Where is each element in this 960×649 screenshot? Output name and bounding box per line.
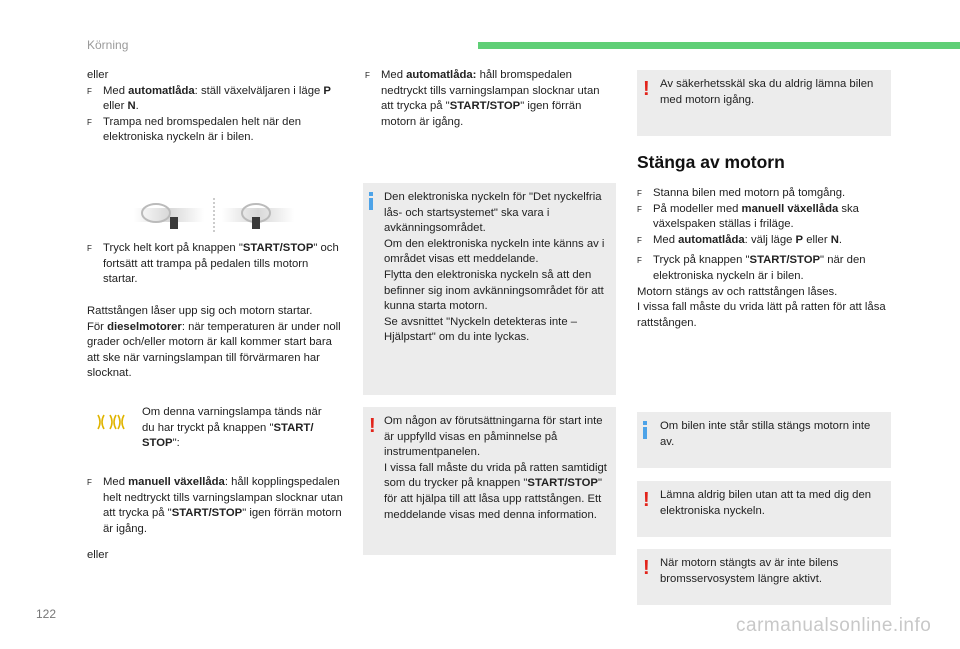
engine-starts-text: Rattstången låser upp sig och motorn startar.	[87, 305, 313, 317]
bullet-idle: F Stanna bilen med motorn på tomgång.	[637, 186, 892, 202]
column-1-bottom	[87, 475, 345, 564]
bullet-icon: F	[87, 117, 92, 127]
section-heading: Stänga av motorn	[637, 152, 785, 172]
steering-wheel-illustration	[134, 196, 294, 236]
column-1-middle	[87, 241, 342, 288]
info-icon	[643, 421, 647, 439]
column-2-top	[365, 68, 615, 130]
bullet-icon: F	[637, 189, 642, 198]
info-box-stationary	[637, 412, 891, 468]
bullet-icon: F	[637, 235, 642, 245]
bullet-automatic-brake: F Med automatlåda: håll bromspedalen nedtryckt tills varningslampan slocknar utan att trycka på "START/STOP" igen förrän motorn är igång.	[365, 69, 600, 128]
info-line: Se avsnittet "Nyckeln detekteras inte – Hjälpstart" om du inte lyckas.	[384, 315, 578, 344]
warning-icon: !	[643, 489, 650, 511]
bullet-icon: F	[87, 86, 92, 96]
text-eller-bottom: eller	[87, 549, 109, 562]
warning-icon: !	[643, 78, 650, 100]
warning-text: Av säkerhetsskäl ska du aldrig lämna bilen med motorn igång.	[660, 78, 874, 106]
warning-text: När motorn stängts av är inte bilens bromsservosystem längre aktivt.	[660, 557, 839, 585]
preheat-warning-lamp-icon	[95, 413, 127, 431]
page-number: 122	[36, 607, 57, 621]
bullet-press-start: F Tryck helt kort på knappen "START/STOP" och fortsätt att trampa på pedalen tills motorn startar.	[87, 242, 339, 286]
warning-text: Lämna aldrig bilen utan att ta med dig den elektroniska nyckeln.	[660, 489, 872, 517]
column-1-paragraphs	[87, 304, 342, 382]
warning-box-key	[637, 481, 891, 537]
steering-lock-text: I vissa fall måste du vrida lätt på ratten för att låsa rattstången.	[637, 301, 886, 329]
warning-box-brake	[637, 549, 891, 605]
warning-text: Om någon av förutsättningarna för start inte är uppfylld visas en påminnelse på instrumentpanelen.	[384, 415, 603, 459]
diesel-text: För dieselmotorer: när temperaturen är under noll grader och/eller motorn är kall kommer start bara att ske när varningslampan till förvärmaren har slocknat.	[87, 320, 341, 380]
warning-icon: !	[643, 557, 650, 579]
bullet-automatic: F Med automatlåda: ställ växelväljaren i läge P eller N.	[87, 84, 331, 113]
text-eller: eller	[87, 69, 109, 81]
warning-icon: !	[369, 415, 376, 437]
info-icon	[369, 192, 373, 210]
bullet-brake: F Trampa ned bromspedalen helt när den elektroniska nyckeln är i bilen.	[87, 115, 302, 144]
warning-box-safety	[637, 70, 891, 136]
section-title: Körning	[87, 38, 129, 52]
info-line: Om den elektroniska nyckeln inte känns av i området visas ett meddelande.	[384, 237, 605, 266]
bullet-icon: F	[637, 204, 642, 214]
bullet-press-stop: F Tryck på knappen "START/STOP" när den elektroniska nyckeln är i bilen.	[637, 254, 866, 282]
bullet-icon: F	[365, 71, 370, 80]
warning-text: I vissa fall måste du vrida på ratten samtidigt som du trycker på knappen "START/STOP" för att hjälpa till att låsa upp rattstången. Ett meddelande visas med denna information.	[384, 461, 607, 521]
warning-box-start	[363, 407, 616, 555]
bullet-manual-neutral: F På modeller med manuell växellåda ska växelspaken ställas i friläge.	[637, 202, 859, 231]
lamp-text: Om denna varningslampa tänds när du har tryckt på knappen "START/ STOP":	[142, 406, 322, 450]
bullet-icon: F	[87, 244, 92, 253]
engine-stops-text: Motorn stängs av och rattstången låses.	[637, 285, 838, 298]
bullet-manual: F Med manuell växellåda: håll kopplingspedalen helt nedtryckt tills varningslampan slocknar utan att trycka på "START/STOP" igen förrän motorn är igång.	[87, 476, 343, 535]
header-accent-bar	[478, 42, 960, 49]
watermark: carmanualsonline.info	[736, 615, 932, 636]
column-3-steps	[637, 186, 892, 331]
bullet-icon: F	[87, 478, 92, 487]
info-box-key	[363, 183, 616, 395]
bullet-icon: F	[637, 256, 642, 266]
column-1-top	[87, 68, 342, 146]
info-line: Flytta den elektroniska nyckeln så att den befinner sig inom avkänningsområdet för att kunna starta motorn.	[384, 268, 604, 313]
info-text: Om bilen inte står stilla stängs motorn inte av.	[660, 420, 871, 448]
bullet-automatic-select: F Med automatlåda: välj läge P eller N.	[637, 233, 892, 249]
info-line: Den elektroniska nyckeln för "Det nyckelfria lås- och startsystemet" ska vara i avkänningsområdet.	[384, 191, 602, 235]
